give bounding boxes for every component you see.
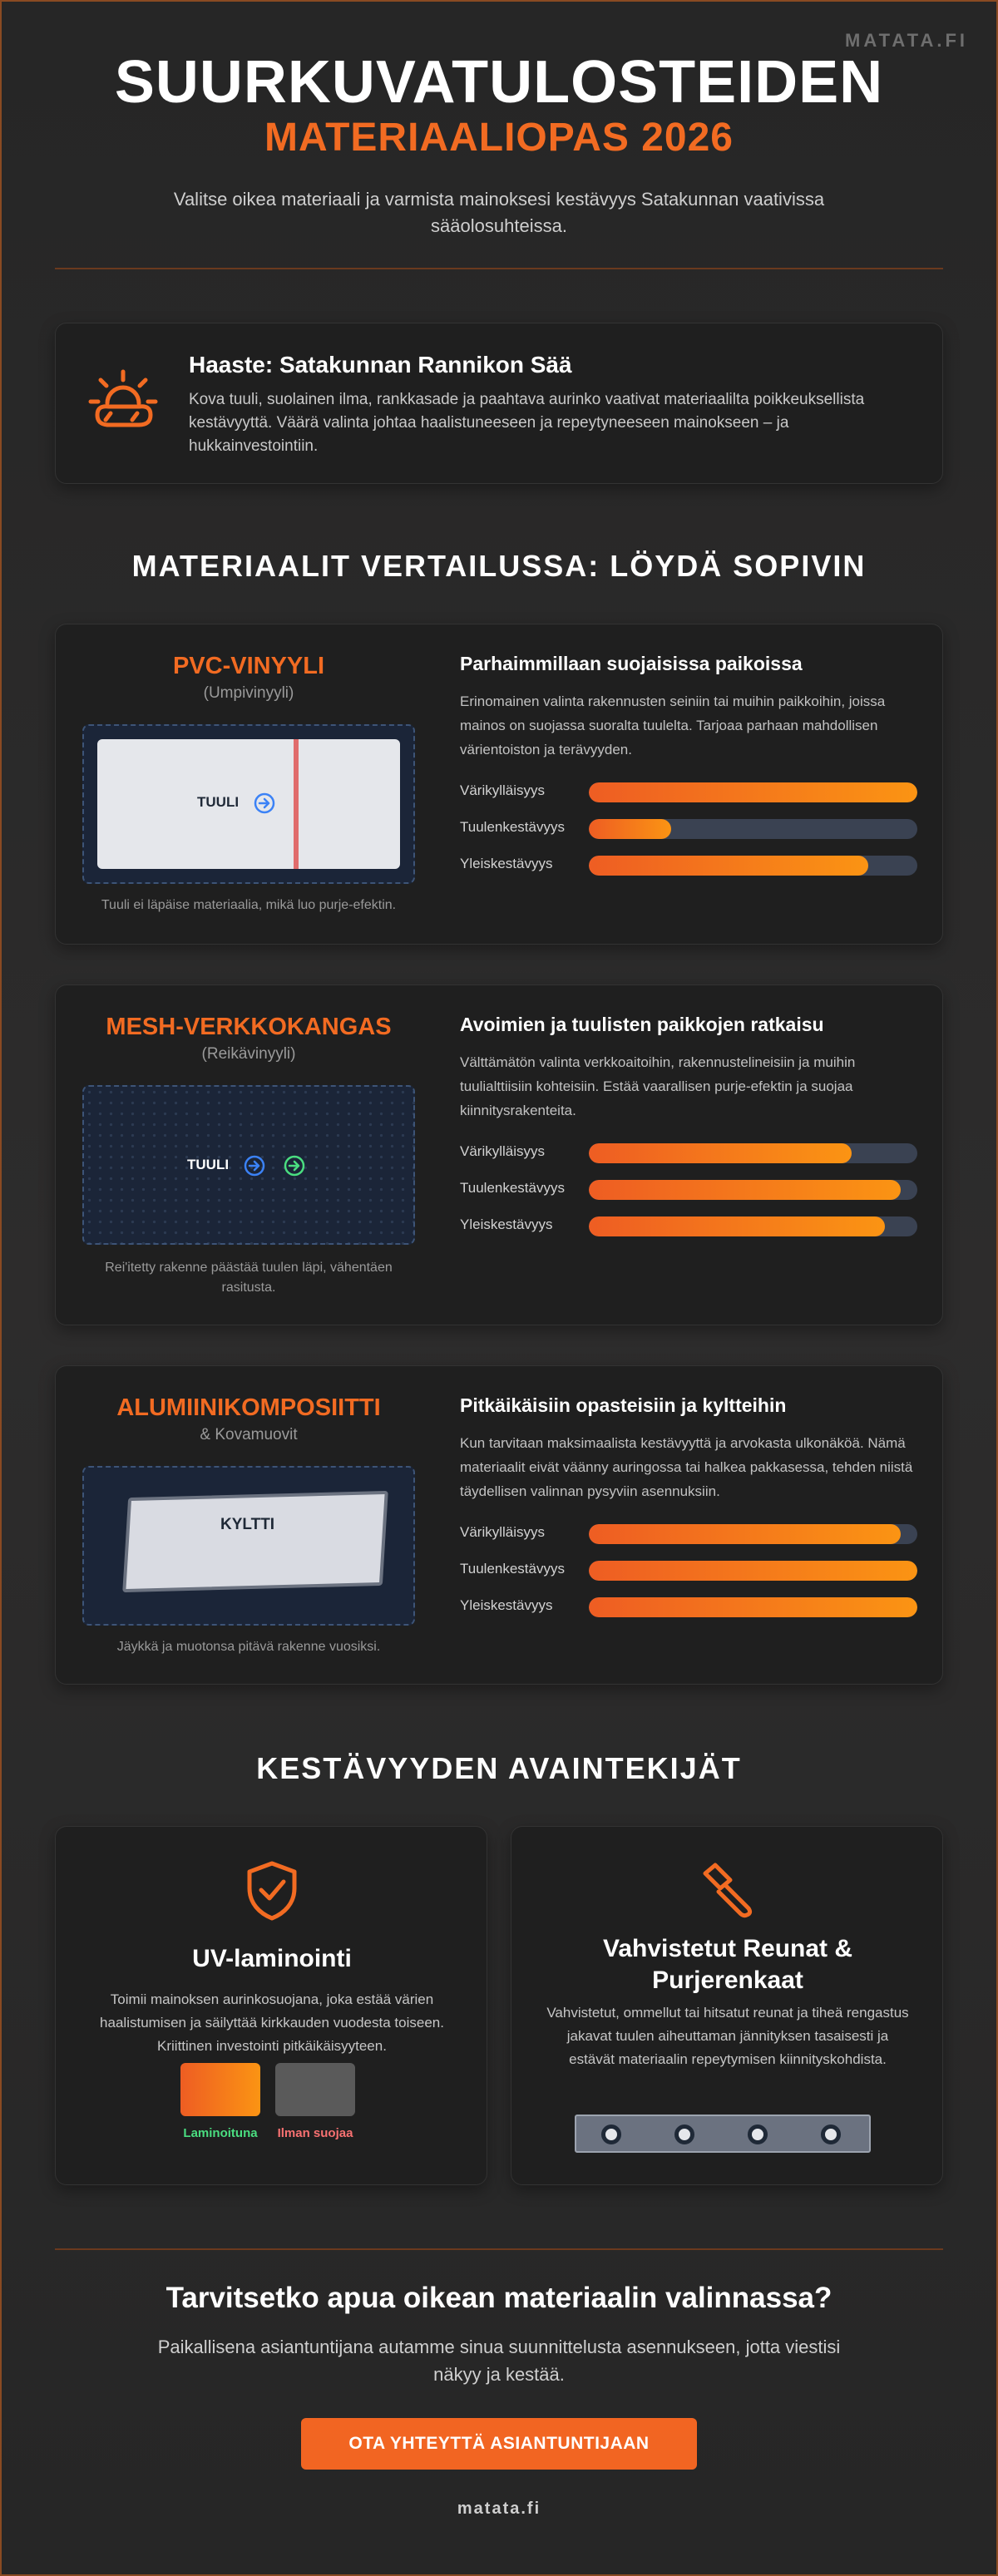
shield-check-icon bbox=[243, 1858, 301, 1922]
rating-track bbox=[589, 856, 917, 876]
rating-row bbox=[460, 1143, 917, 1180]
wind-label: TUULI bbox=[187, 1157, 230, 1172]
rating-label: Yleiskestävyys bbox=[460, 856, 553, 871]
grommet-icon bbox=[748, 2124, 768, 2144]
factor-card-edges bbox=[511, 1826, 943, 2185]
sign-label: KYLTTI bbox=[220, 1516, 275, 1533]
challenge-title: Haaste: Satakunnan Rannikon Sää bbox=[189, 352, 572, 378]
cta-title: Tarvitsetko apua oikean materiaalin valinnassa? bbox=[166, 2282, 832, 2314]
rating-label: Tuulenkestävyys bbox=[460, 819, 565, 835]
rating-fill bbox=[589, 856, 868, 876]
hero bbox=[0, 49, 998, 239]
rating-track bbox=[589, 819, 917, 839]
rating-row bbox=[460, 1180, 917, 1216]
material-caption: Rei'itetty rakenne päästää tuulen läpi, vähentäen rasitusta. bbox=[105, 1261, 393, 1295]
grommet-icon bbox=[674, 2124, 694, 2144]
rating-track bbox=[589, 1216, 917, 1236]
challenge-text: Kova tuuli, suolainen ilma, rankkasade ja paahtava aurinko vaativat materiaalilta poikkeuksellista kestävyyttä. Väärä valinta johtaa haalistuneeseen ja repeytyneeseen mainokseen – ja hukkainvestointiin. bbox=[189, 391, 865, 455]
rating-row bbox=[460, 819, 917, 856]
rating-bars bbox=[460, 1143, 917, 1253]
grommet-icon bbox=[821, 2124, 841, 2144]
pvc-wind-visual bbox=[82, 724, 415, 884]
material-card-pvc bbox=[55, 624, 943, 945]
rating-fill bbox=[589, 819, 671, 839]
sign-panel bbox=[122, 1491, 388, 1592]
factor-title: UV-laminointi bbox=[192, 1945, 352, 1972]
rating-fill bbox=[589, 1216, 885, 1236]
rating-track bbox=[589, 1143, 917, 1163]
cta-section bbox=[0, 2282, 998, 2388]
material-card-aluminium bbox=[55, 1365, 943, 1685]
cta-text: Paikallisena asiantuntijana autamme sinua suunnittelusta asennukseen, jotta viestisi näkyy ja kestää. bbox=[157, 2337, 841, 2385]
material-name: PVC-VINYYLI bbox=[172, 653, 325, 679]
rating-track bbox=[589, 1180, 917, 1200]
rating-label: Värikylläisyys bbox=[460, 1524, 546, 1540]
rating-fill bbox=[589, 782, 917, 802]
arrow-right-icon bbox=[254, 792, 275, 814]
rating-fill bbox=[589, 1143, 852, 1163]
swatch-label-bad: Ilman suojaa bbox=[277, 2126, 353, 2140]
swatch-laminated bbox=[180, 2063, 260, 2116]
page-title: SUURKUVATULOSTEIDEN bbox=[114, 49, 884, 116]
factors-title: KESTÄVYYDEN AVAINTEKIJÄT bbox=[256, 1751, 742, 1785]
rating-track bbox=[589, 782, 917, 802]
hammer-icon bbox=[699, 1862, 757, 1920]
rating-label: Yleiskestävyys bbox=[460, 1216, 553, 1232]
arrow-through-icon bbox=[284, 1155, 305, 1177]
wind-block-line bbox=[294, 739, 299, 869]
intro-text: Valitse oikea materiaali ja varmista mainoksesi kestävyys Satakunnan vaativissa sääolosuhteissa. bbox=[173, 189, 825, 236]
rating-fill bbox=[589, 1180, 901, 1200]
brand-logo[interactable]: MATATA.FI bbox=[845, 30, 968, 51]
rating-track bbox=[589, 1597, 917, 1617]
rating-label: Värikylläisyys bbox=[460, 1143, 546, 1159]
material-subtitle: (Reikävinyyli) bbox=[201, 1045, 296, 1063]
rating-bars bbox=[460, 782, 917, 892]
contact-expert-button[interactable]: OTA YHTEYTTÄ ASIANTUNTIJAAN bbox=[301, 2418, 697, 2470]
wind-label: TUULI bbox=[197, 794, 240, 810]
material-subtitle: & Kovamuovit bbox=[200, 1426, 298, 1443]
sign-visual bbox=[82, 1466, 415, 1626]
rating-label: Yleiskestävyys bbox=[460, 1597, 553, 1613]
rating-row bbox=[460, 1561, 917, 1597]
rating-fill bbox=[589, 1597, 917, 1617]
grommet-strip bbox=[575, 2115, 871, 2153]
rating-label: Tuulenkestävyys bbox=[460, 1180, 565, 1196]
material-card-mesh bbox=[55, 985, 943, 1325]
arrow-right-icon bbox=[244, 1155, 265, 1177]
rating-fill bbox=[589, 1524, 901, 1544]
material-name: MESH-VERKKOKANGAS bbox=[106, 1014, 392, 1040]
divider bbox=[55, 268, 943, 269]
comparison-title: MATERIAALIT VERTAILUSSA: LÖYDÄ SOPIVIN bbox=[131, 549, 867, 583]
page-subtitle: MATERIAALIOPAS 2026 bbox=[264, 116, 734, 160]
factor-text: Vahvistetut, ommellut tai hitsatut reunat ja tiheä rengastus jakavat tuulen aiheuttaman jännityksen tasaisesti ja estävät materiaalin repeytymisen kiinnityskohdista. bbox=[546, 2005, 909, 2067]
material-description: Välttämätön valinta verkkoaitoihin, rakennustelineisiin ja muihin tuulialttiisiin kohteisiin. Estää vaarallisen purje-efektin ja suojaa kiinnitysrakenteita. bbox=[460, 1054, 856, 1118]
factor-title: Vahvistetut Reunat & Purjerenkaat bbox=[602, 1935, 853, 1994]
material-name: ALUMIINIKOMPOSIITTI bbox=[116, 1394, 381, 1421]
rating-row bbox=[460, 856, 917, 892]
material-heading: Avoimien ja tuulisten paikkojen ratkaisu bbox=[460, 1014, 824, 1035]
material-caption: Tuuli ei läpäise materiaalia, mikä luo purje-efektin. bbox=[101, 898, 397, 912]
mesh-wind-visual bbox=[82, 1085, 415, 1245]
material-description: Kun tarvitaan maksimaalista kestävyyttä ja arvokasta ulkonäköä. Nämä materiaalit eivät väänny auringossa tai halkea pakkasessa, tehden niistä täydellisen valinnan pysyviin asennuksiin. bbox=[460, 1435, 913, 1499]
rating-label: Tuulenkestävyys bbox=[460, 1561, 565, 1577]
material-heading: Parhaimmillaan suojaisissa paikoissa bbox=[460, 653, 803, 674]
pvc-sheet bbox=[97, 739, 400, 869]
footer-link[interactable]: matata.fi bbox=[457, 2500, 541, 2518]
rating-track bbox=[589, 1524, 917, 1544]
factor-text: Toimii mainoksen aurinkosuojana, joka estää värien haalistumisen ja säilyttää kirkkauden vuodesta toiseen. Kriittinen investointi pitkäikäisyyteen. bbox=[100, 1991, 444, 2054]
swatch-unprotected bbox=[275, 2063, 355, 2116]
sun-cloud-icon bbox=[86, 368, 161, 435]
rating-track bbox=[589, 1561, 917, 1581]
rating-row bbox=[460, 1597, 917, 1634]
rating-row bbox=[460, 782, 917, 819]
divider bbox=[55, 2248, 943, 2250]
challenge-card bbox=[55, 323, 943, 484]
material-heading: Pitkäikäisiin opasteisiin ja kyltteihin bbox=[460, 1394, 787, 1416]
rating-row bbox=[460, 1216, 917, 1253]
factor-card-uv bbox=[55, 1826, 487, 2185]
material-caption: Jäykkä ja muotonsa pitävä rakenne vuosiksi. bbox=[116, 1640, 381, 1654]
rating-label: Värikylläisyys bbox=[460, 782, 546, 798]
grommet-icon bbox=[601, 2124, 621, 2144]
rating-row bbox=[460, 1524, 917, 1561]
swatch-label-good: Laminoituna bbox=[183, 2126, 258, 2140]
material-subtitle: (Umpivinyyli) bbox=[203, 684, 294, 702]
rating-fill bbox=[589, 1561, 917, 1581]
material-description: Erinomainen valinta rakennusten seiniin tai muihin paikkoihin, joissa mainos on suojassa suoralta tuulelta. Tarjoaa parhaan mahdollisen värientoiston ja terävyyden. bbox=[460, 693, 886, 758]
rating-bars bbox=[460, 1524, 917, 1634]
